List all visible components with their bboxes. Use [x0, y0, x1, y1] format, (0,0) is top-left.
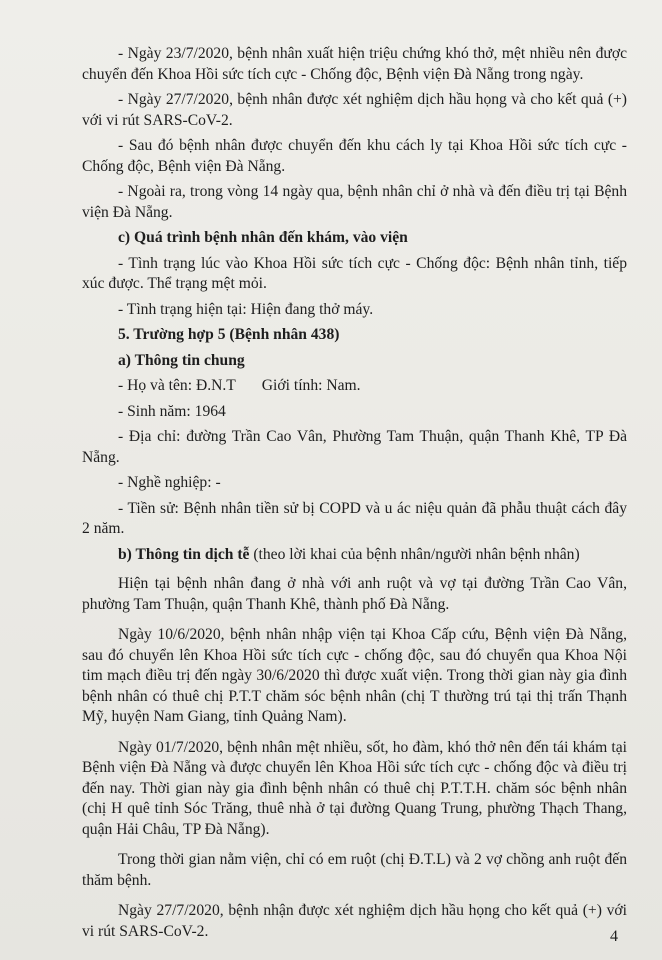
heading-b-title: b) Thông tin dịch tễ — [118, 545, 250, 563]
paragraph-visitors: Trong thời gian nằm viện, chỉ có em ruột (chị Đ.T.L) và 2 vợ chồng anh ruột đến thăm bệnh. — [82, 851, 627, 889]
paragraph-test-result: - Ngày 27/7/2020, bệnh nhân được xét nghiệm dịch hầu họng và cho kết quả (+) với vi rút SARS-CoV-2. — [82, 91, 627, 129]
patient-job: - Nghề nghiệp: - — [118, 474, 221, 491]
heading-c: c) Quá trình bệnh nhân đến khám, vào viện — [118, 229, 408, 246]
paragraph-hospitalization-june: Ngày 10/6/2020, bệnh nhân nhập viện tại Khoa Cấp cứu, Bệnh viện Đà Nẵng, sau đó chuyển lên Khoa Hồi sức tích cực - chống độc, sau đó chuyển qua Khoa Nội tim mạch điều trị đến ngày 30/6/2020 thì được xuất viện. Trong thời gian này gia đình bệnh nhân có thuê chị P.T.T chăm sóc bệnh nhân (chị T thường trú tại thị trấn Thạnh Mỹ, huyện Nam Giang, tỉnh Quảng Nam). — [82, 626, 627, 725]
patient-history: - Tiền sử: Bệnh nhân tiền sử bị COPD và u ác niệu quản đã phẫu thuật cách đây 2 năm. — [82, 499, 627, 537]
paragraph-isolation: - Sau đó bệnh nhân được chuyển đến khu cách ly tại Khoa Hồi sức tích cực - Chống độc, Bệnh viện Đà Nẵng. — [82, 137, 627, 175]
paragraph-symptom: - Ngày 23/7/2020, bệnh nhân xuất hiện triệu chứng khó thở, mệt nhiều nên được chuyển đến Khoa Hồi sức tích cực - Chống độc, Bệnh viện Đà Nẵng trong ngày. — [82, 45, 627, 83]
paragraph-admission-status: - Tình trạng lúc vào Khoa Hồi sức tích cực - Chống độc: Bệnh nhân tỉnh, tiếp xúc được. Thể trạng mệt mỏi. — [82, 254, 627, 292]
paragraph-hospitalization-july: Ngày 01/7/2020, bệnh nhân mệt nhiều, sốt, ho đàm, khó thở nên đến tái khám tại Bệnh viện Đà Nẵng và được chuyển lên Khoa Hồi sức tích cực - chống độc và điều trị đến nay. Thời gian này gia đình bệnh nhân có thuê chị P.T.T.H. chăm sóc bệnh nhân (chị H quê tỉnh Sóc Trăng, thuê nhà ở tại đường Quang Trung, phường Thạch Thang, quận Hải Châu, TP Đà Nẵng). — [82, 738, 627, 838]
heading-a: a) Thông tin chung — [118, 351, 245, 369]
paragraph-14-days: - Ngoài ra, trong vòng 14 ngày qua, bệnh nhân chỉ ở nhà và đến điều trị tại Bệnh viện Đà Nẵng. — [82, 183, 627, 221]
heading-case-5: 5. Trường hợp 5 (Bệnh nhân 438) — [118, 326, 340, 343]
paragraph-residence: Hiện tại bệnh nhân đang ở nhà với anh ruột và vợ tại đường Trần Cao Vân, phường Tam Thuận, quận Thanh Khê, thành phố Đà Nẵng. — [82, 575, 627, 613]
patient-address: - Địa chỉ: đường Trần Cao Vân, Phường Tam Thuận, quận Thanh Khê, TP Đà Nẵng. — [82, 428, 627, 466]
document-body — [82, 44, 627, 952]
heading-b-note: (theo lời khai của bệnh nhân/người nhân bệnh nhân) — [249, 545, 580, 563]
patient-birth-year: - Sinh năm: 1964 — [118, 402, 226, 420]
page-number: 4 — [610, 928, 618, 945]
heading-b — [82, 545, 627, 566]
patient-gender: Giới tính: Nam. — [261, 377, 361, 394]
paragraph-final-test: Ngày 27/7/2020, bệnh nhận được xét nghiệm dịch hầu họng cho kết quả (+) với vi rút SARS-CoV-2. — [82, 902, 627, 940]
paragraph-current-status: - Tình trạng hiện tại: Hiện đang thở máy. — [118, 300, 374, 318]
patient-name: - Họ và tên: Đ.N.T — [118, 377, 236, 394]
patient-name-gender — [82, 376, 627, 397]
